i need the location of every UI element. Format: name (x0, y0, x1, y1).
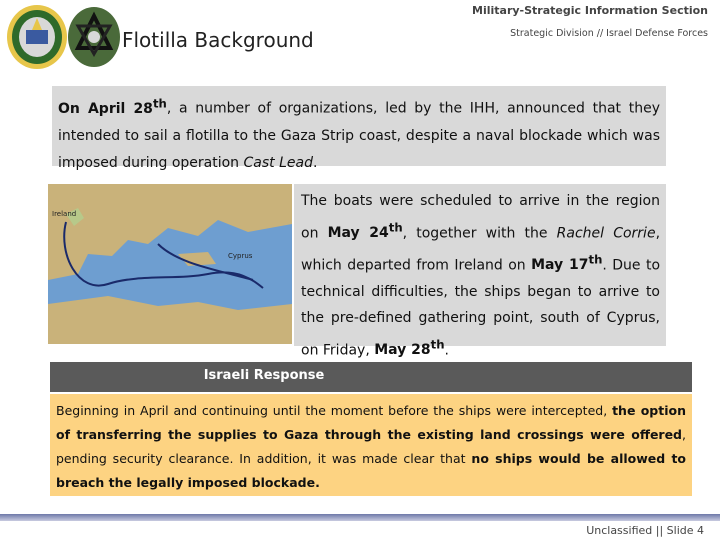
division-name: Strategic Division // Israel Defense Forces (510, 28, 708, 39)
intro-date: On April 28th (58, 96, 167, 117)
boats-paragraph: The boats were scheduled to arrive in the region on May 24th, together with the Rachel Corrie, which departed from Ireland on May 17th. Due to technical difficulties, the ships began to arrive to the pre-defined gathering point, south of Cyprus, on Friday, May 28th. (301, 193, 661, 359)
ship-name: Rachel Corrie (556, 225, 656, 242)
date-may-28: May 28th (374, 337, 445, 359)
boats-text-box (294, 184, 666, 359)
response-text-box (50, 394, 692, 496)
map-label-cyprus: Cyprus (228, 252, 253, 260)
map-label-ireland: Ireland (52, 210, 77, 218)
response-paragraph: Beginning in April and continuing until the moment before the ships were intercepted, the option of transferring the supplies to Gaza through the existing land crossings were offered, pending security clearance. In addition, it was made clear that no ships would be allowed to breach the legally imposed blockade. (56, 403, 687, 490)
intro-text-box (52, 86, 666, 171)
page-title: Flotilla Background (122, 28, 314, 52)
section-name: Military-Strategic Information Section (472, 4, 708, 17)
slide-footer: Unclassified || Slide 4 (586, 524, 704, 537)
idf-emblem-logo (6, 4, 68, 70)
response-title: Israeli Response (203, 368, 325, 383)
footer-divider (0, 514, 720, 521)
intelligence-emblem-logo (66, 4, 122, 70)
intro-paragraph: On April 28th, a number of organizations, led by the IHH, announced that they intended to sail a flotilla to the Gaza Strip coast, despite a naval blockade which was imposed during operation Cast Lead. (58, 96, 660, 171)
route-map (48, 184, 292, 344)
date-may-24: May 24th (327, 220, 403, 242)
date-may-17: May 17th (531, 252, 603, 274)
